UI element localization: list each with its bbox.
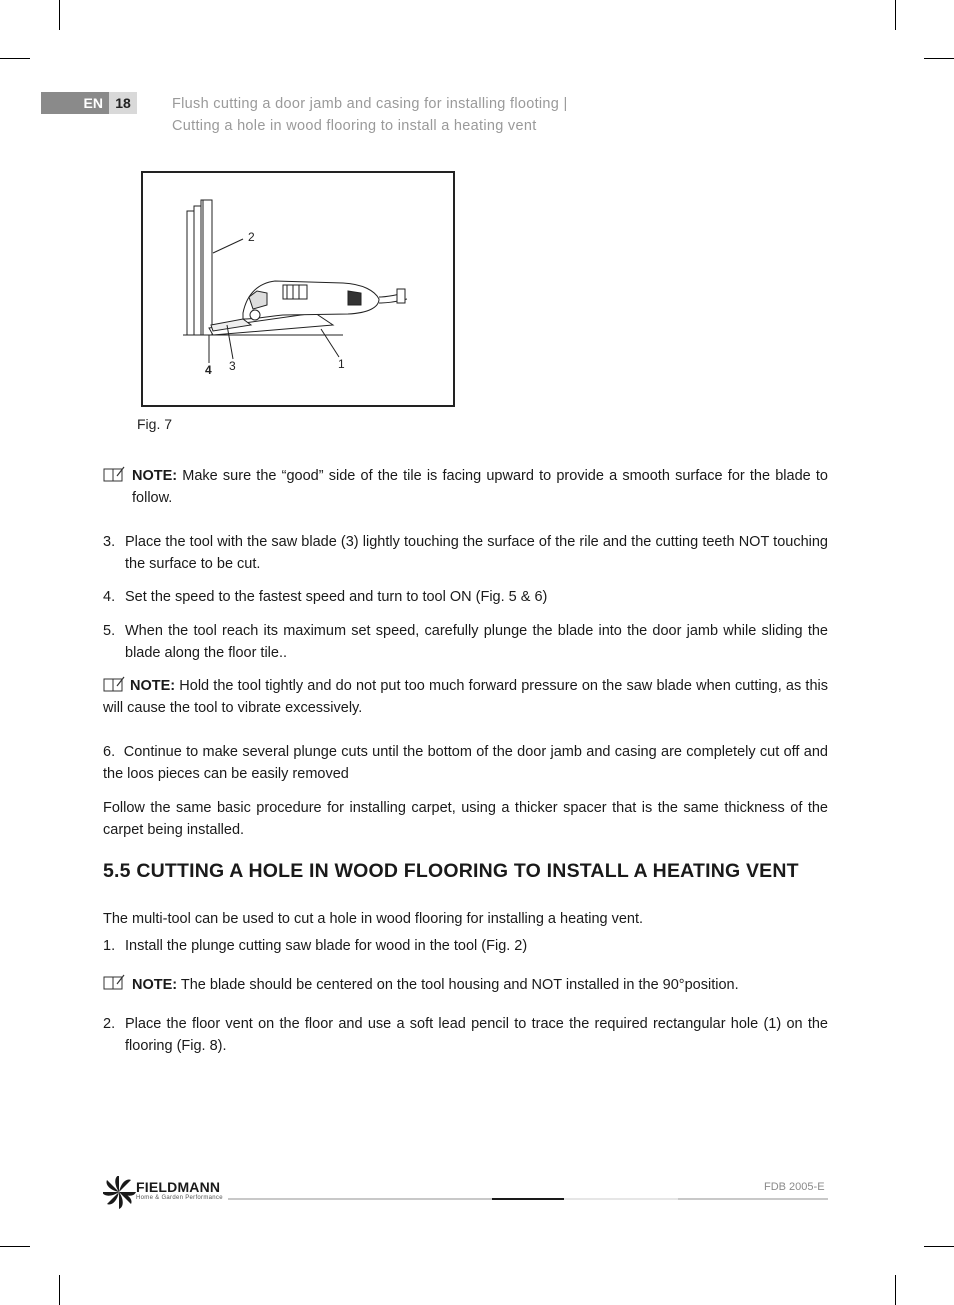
brand-name: FIELDMANN — [136, 1179, 221, 1195]
note-label: NOTE: — [132, 468, 178, 484]
list-text: Install the plunge cutting saw blade for wood in the tool (Fig. 2) — [125, 938, 528, 954]
figure-7-frame — [141, 171, 455, 407]
note-2-text: Hold the tool tightly and do not put too much forward pressure on the saw blade when cutting, as this will cause the tool to vibrate excessively. — [103, 678, 828, 716]
callout-4: 4 — [205, 363, 212, 377]
note-3-text: The blade should be centered on the tool housing and NOT installed in the 90°position. — [177, 977, 739, 993]
crop-mark — [924, 58, 954, 59]
language-tab: EN — [41, 92, 109, 114]
footer-rule — [492, 1198, 564, 1200]
crop-mark — [59, 1275, 60, 1305]
running-header — [172, 93, 568, 137]
list-item-step-3 — [103, 531, 828, 575]
footer-rule — [228, 1198, 492, 1200]
list-text: Continue to make several plunge cuts until the bottom of the door jamb and casing are completely cut off and the loos pieces can be easily removed — [103, 744, 828, 782]
list-item-step-1 — [103, 935, 828, 957]
note-1 — [132, 465, 828, 509]
crop-mark — [0, 58, 30, 59]
note-3 — [132, 974, 828, 996]
crop-mark — [895, 0, 896, 30]
list-item-step-2 — [103, 1013, 828, 1057]
crop-mark — [895, 1275, 896, 1305]
list-item-step-5 — [103, 620, 828, 664]
section-intro: The multi-tool can be used to cut a hole in wood flooring for installing a heating vent. — [103, 911, 644, 927]
note-1-text: Make sure the “good” side of the tile is facing upward to provide a smooth surface for the blade to follow. — [132, 468, 828, 506]
crop-mark — [59, 0, 60, 30]
multi-tool-flush-cut-illustration — [143, 173, 453, 405]
brand-tagline: Home & Garden Performance — [136, 1195, 223, 1201]
crop-mark — [924, 1246, 954, 1247]
note-book-icon — [103, 466, 125, 482]
list-item-step-4 — [103, 586, 828, 608]
figure-caption: Fig. 7 — [137, 416, 173, 432]
callout-3: 3 — [229, 359, 236, 373]
list-number: 2. — [103, 1016, 116, 1032]
list-number: 1. — [103, 938, 116, 954]
list-number: 3. — [103, 534, 116, 550]
list-text: Place the floor vent on the floor and use a soft lead pencil to trace the required rectangular hole (1) on the flooring (Fig. 8). — [125, 1016, 828, 1054]
note-label: NOTE: — [130, 678, 176, 694]
footer-rule — [678, 1198, 828, 1200]
list-item-step-6 — [103, 741, 828, 785]
model-code: FDB 2005-E — [764, 1181, 825, 1193]
callout-2: 2 — [248, 230, 255, 244]
list-text: Place the tool with the saw blade (3) lightly touching the surface of the rile and the cutting teeth NOT touching the surface to be cut. — [125, 534, 828, 572]
list-text: When the tool reach its maximum set speed, carefully plunge the blade into the door jamb while sliding the blade along the floor tile.. — [125, 623, 828, 661]
list-number: 6. — [103, 744, 116, 760]
note-2 — [103, 675, 828, 719]
running-header-line-2: Cutting a hole in wood flooring to install a heating vent — [172, 118, 537, 134]
section-heading: 5.5 CUTTING A HOLE IN WOOD FLOORING TO INSTALL A HEATING VENT — [103, 860, 799, 882]
list-number: 5. — [103, 623, 116, 639]
running-header-line-1: Flush cutting a door jamb and casing for installing flooting | — [172, 96, 568, 112]
follow-paragraph: Follow the same basic procedure for installing carpet, using a thicker spacer that is the same thickness of the carpet being installed. — [103, 800, 828, 838]
note-book-icon — [103, 974, 125, 990]
list-number: 4. — [103, 589, 116, 605]
footer-rule — [564, 1198, 678, 1200]
callout-1: 1 — [338, 357, 345, 371]
page-number: 18 — [109, 92, 137, 114]
crop-mark — [0, 1246, 30, 1247]
note-label: NOTE: — [132, 977, 178, 993]
list-text: Set the speed to the fastest speed and turn to tool ON (Fig. 5 & 6) — [125, 589, 548, 605]
